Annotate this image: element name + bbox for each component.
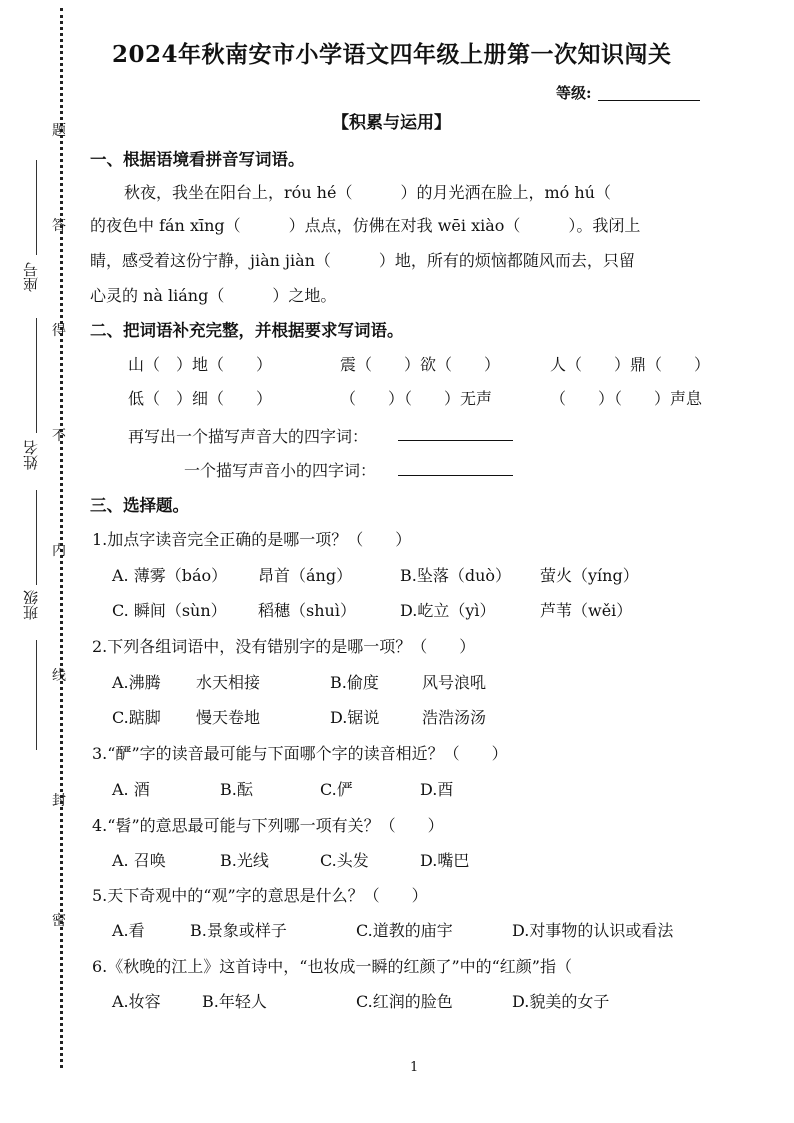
question-stem: 3.“酽”字的读音最可能与下面哪个字的读音相近？（ ）: [92, 744, 508, 763]
binding-dotted-line: [60, 8, 63, 1068]
q1-line: 秋夜，我坐在阳台上，róu hé（ ）的月光洒在脸上，mó hú（: [124, 183, 611, 202]
option[interactable]: D.酉: [420, 780, 454, 799]
idiom-blank[interactable]: 山（ ）地（ ）: [128, 355, 273, 374]
write-quiet-answer-line[interactable]: [398, 475, 513, 476]
idiom-blank[interactable]: （ ）（ ）声息: [550, 389, 703, 408]
q1-heading: 一、根据语境看拼音写词语。: [90, 150, 305, 169]
extra-line: [36, 640, 37, 750]
option-word: 昂首（áng）: [258, 566, 353, 585]
grade-field[interactable]: [598, 100, 700, 101]
option[interactable]: A.沸腾: [112, 673, 161, 692]
option[interactable]: D.锯说: [330, 708, 380, 727]
option[interactable]: C.红润的脸色: [356, 992, 453, 1011]
margin-hint: 答: [52, 218, 66, 234]
option-word: 浩浩汤汤: [422, 708, 487, 727]
margin-hint: 不: [52, 428, 66, 444]
option[interactable]: B.酝: [220, 780, 253, 799]
option[interactable]: C.道教的庙宇: [356, 921, 453, 940]
option-word: 慢天卷地: [196, 708, 261, 727]
q1-line: 睛，感受着这份宁静，jiàn jiàn（ ）地，所有的烦恼都随风而去，只留: [90, 251, 635, 270]
option[interactable]: C.头发: [320, 851, 369, 870]
option-word: 风号浪吼: [422, 673, 487, 692]
option[interactable]: B.景象或样子: [190, 921, 287, 940]
class-label: 班级: [22, 590, 40, 620]
margin-hint: 封: [52, 793, 66, 809]
q1-line: 的夜色中 fán xīng（ ）点点，仿佛在对我 wēi xiào（ ）。我闭上: [90, 216, 641, 235]
option[interactable]: D.貌美的女子: [512, 992, 610, 1011]
option[interactable]: A.妆容: [112, 992, 161, 1011]
question-stem: 6.《秋晚的江上》这首诗中，“也妆成一瞬的红颜了”中的“红颜”指（: [92, 957, 572, 976]
margin-hint: 题: [52, 123, 66, 139]
q2-heading: 二、把词语补充完整，并根据要求写词语。: [90, 321, 404, 340]
seat-number-line: [36, 160, 37, 255]
idiom-blank[interactable]: 低（ ）细（ ）: [128, 389, 273, 408]
option[interactable]: A. 召唤: [112, 851, 166, 870]
option[interactable]: D.对事物的认识或看法: [512, 921, 674, 940]
idiom-blank[interactable]: 震（ ）欲（ ）: [340, 355, 501, 374]
idiom-blank[interactable]: 人（ ）鼎（ ）: [550, 355, 711, 374]
grade-label: 等级:: [556, 84, 592, 102]
option[interactable]: A.看: [112, 921, 145, 940]
page-title: 2024年秋南安市小学语文四年级上册第一次知识闯关: [112, 41, 672, 68]
margin-hint: 得: [52, 323, 66, 339]
option-word: 水天相接: [196, 673, 261, 692]
option[interactable]: C.俨: [320, 780, 353, 799]
idiom-blank[interactable]: （ ）（ ）无声: [340, 389, 493, 408]
margin-hint: 内: [52, 543, 66, 559]
question-stem: 2.下列各组词语中，没有错别字的是哪一项？（ ）: [92, 637, 476, 656]
option[interactable]: B.光线: [220, 851, 269, 870]
page-number: 1: [410, 1060, 419, 1075]
name-line: [36, 318, 37, 433]
option[interactable]: D.嘴巴: [420, 851, 470, 870]
option-word: 稻穗（shuì）: [258, 601, 356, 620]
margin-hint: 密: [52, 913, 66, 929]
section-title: 【积累与运用】: [332, 113, 451, 133]
class-line: [36, 490, 37, 585]
option[interactable]: D.屹立（yì）: [400, 601, 496, 620]
seat-number-label: 座号: [22, 262, 40, 292]
option-word: 芦苇（wěi）: [540, 601, 633, 620]
option[interactable]: C. 瞬间（sùn）: [112, 601, 227, 620]
option[interactable]: B.坠落（duò）: [400, 566, 512, 585]
question-stem: 1.加点字读音完全正确的是哪一项？（ ）: [92, 530, 412, 549]
q3-heading: 三、选择题。: [90, 496, 189, 515]
option[interactable]: C.踮脚: [112, 708, 161, 727]
option-word: 萤火（yíng）: [540, 566, 639, 585]
write-quiet-prompt: 一个描写声音小的四字词：: [184, 461, 377, 480]
option[interactable]: B.年轻人: [202, 992, 267, 1011]
write-loud-answer-line[interactable]: [398, 440, 513, 441]
option[interactable]: A. 薄雾（báo）: [112, 566, 228, 585]
write-loud-prompt: 再写出一个描写声音大的四字词：: [128, 427, 369, 446]
option[interactable]: B.偷度: [330, 673, 379, 692]
option[interactable]: A. 酒: [112, 780, 150, 799]
name-label: 姓名: [22, 440, 40, 470]
question-stem: 4.“髫”的意思最可能与下列哪一项有关？（ ）: [92, 816, 444, 835]
question-stem: 5.天下奇观中的“观”字的意思是什么？（ ）: [92, 886, 428, 905]
margin-hint: 线: [52, 668, 66, 684]
q1-line: 心灵的 nà liáng（ ）之地。: [90, 286, 337, 305]
